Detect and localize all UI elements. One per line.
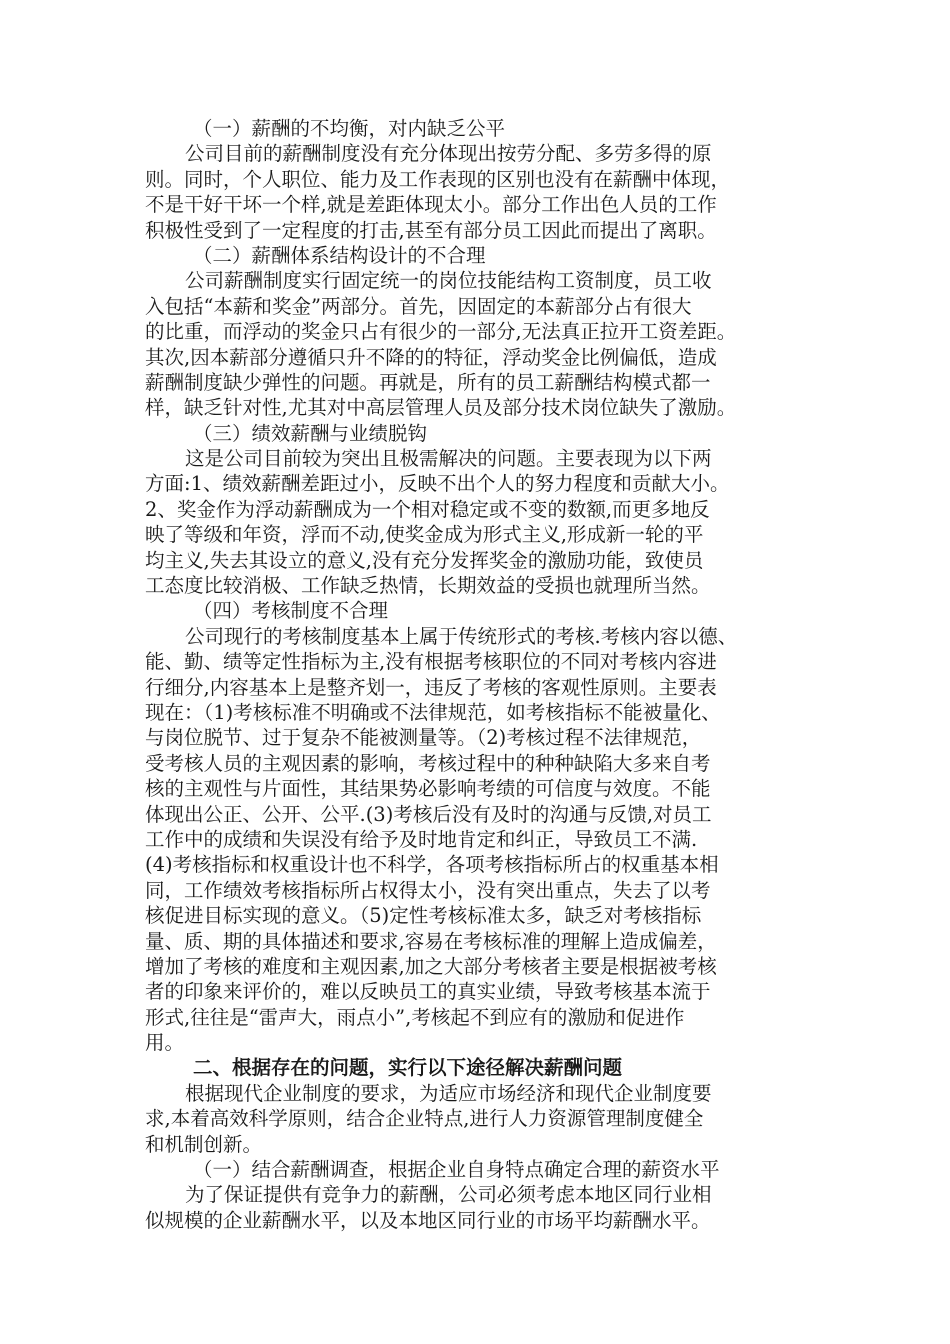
section-heading: （一）薪酬的不均衡，对内缺乏公平 <box>193 117 506 140</box>
paragraph-line: 的比重，而浮动的奖金只占有很少的一部分,无法真正拉开工资差距。 <box>145 320 737 344</box>
section-heading: （三）绩效薪酬与业绩脱钩 <box>193 421 428 445</box>
paragraph-line: 形式,往往是“雷声大，雨点小”,考核起不到应有的激励和促进作 <box>145 1005 685 1029</box>
paragraph-line: 映了等级和年资，浮而不动,使奖金成为形式主义,形成新一轮的平 <box>145 523 704 547</box>
paragraph-line: 工态度比较消极、工作缺乏热情，长期效益的受损也就理所当然。 <box>145 574 711 598</box>
paragraph-line: 则。同时，个人职位、能力及工作表现的区别也没有在薪酬中体现， <box>145 167 731 191</box>
paragraph-line: 体现出公正、公开、公平.(3)考核后没有及时的沟通与反馈,对员工 <box>145 802 712 826</box>
paragraph-first-line: 公司薪酬制度实行固定统一的岗位技能结构工资制度，员工收 <box>185 269 712 293</box>
paragraph-line: 同，工作绩效考核指标所占权得太小，没有突出重点，失去了以考 <box>145 878 711 902</box>
paragraph-first-line: 根据现代企业制度的要求，为适应市场经济和现代企业制度要 <box>185 1081 712 1105</box>
paragraph-line: 现在：（1)考核标准不明确或不法律规范，如考核指标不能被量化、 <box>145 700 721 724</box>
paragraph-line: 入包括“本薪和奖金”两部分。首先，因固定的本薪部分占有很大 <box>145 294 692 318</box>
paragraph-line: 样，缺乏针对性,尤其对中高层管理人员及部分技术岗位缺失了激励。 <box>145 396 737 420</box>
paragraph-line: 方面:1、绩效薪酬差距过小，反映不出个人的努力程度和贡献大小。 <box>145 472 730 496</box>
paragraph-line: 受考核人员的主观因素的影响，考核过程中的种种缺陷大多来自考 <box>145 751 711 775</box>
section-heading: （四）考核制度不合理 <box>193 599 389 623</box>
paragraph-line: 均主义,失去其设立的意义,没有充分发挥奖金的激励功能，致使员 <box>145 548 704 572</box>
paragraph-first-line: 公司目前的薪酬制度没有充分体现出按劳分配、多劳多得的原 <box>185 142 712 166</box>
paragraph-line: 增加了考核的难度和主观因素,加之大部分考核者主要是根据被考核 <box>145 954 717 978</box>
paragraph-line: 核促进目标实现的意义。（5)定性考核标准太多，缺乏对考核指标 <box>145 904 702 928</box>
chapter-heading: 二、根据存在的问题，实行以下途径解决薪酬问题 <box>193 1056 623 1080</box>
paragraph-line: 核的主观性与片面性，其结果势必影响考绩的可信度与效度。不能 <box>145 777 711 801</box>
paragraph-first-line: 这是公司目前较为突出且极需解决的问题。主要表现为以下两 <box>185 447 712 471</box>
paragraph-first-line: 为了保证提供有竞争力的薪酬，公司必须考虑本地区同行业相 <box>185 1183 712 1207</box>
paragraph-first-line: 公司现行的考核制度基本上属于传统形式的考核.考核内容以德、 <box>185 624 738 648</box>
paragraph-line: 与岗位脱节、过于复杂不能被测量等。（2)考核过程不法律规范， <box>145 726 702 750</box>
document-body <box>145 116 825 1233</box>
paragraph-line: (4)考核指标和权重设计也不科学，各项考核指标所占的权重基本相 <box>145 853 719 877</box>
paragraph-line: 工作中的成绩和失误没有给予及时地肯定和纠正，导致员工不满. <box>145 827 698 851</box>
paragraph-line: 薪酬制度缺少弹性的问题。再就是，所有的员工薪酬结构模式都一 <box>145 370 711 394</box>
paragraph-line: 求,本着高效科学原则，结合企业特点,进行人力资源管理制度健全 <box>145 1107 704 1131</box>
section-heading: （一）结合薪酬调查，根据企业自身特点确定合理的薪资水平 <box>193 1158 720 1182</box>
paragraph-line: 其次,因本薪部分遵循只升不降的的特征，浮动奖金比例偏低，造成 <box>145 345 717 369</box>
paragraph-line: 和机制创新。 <box>145 1132 263 1156</box>
paragraph-line: 能、勤、绩等定性指标为主,没有根据考核职位的不同对考核内容进 <box>145 650 717 674</box>
paragraph-line: 积极性受到了一定程度的打击,甚至有部分员工因此而提出了离职。 <box>145 218 717 242</box>
paragraph-line: 者的印象来评价的，难以反映员工的真实业绩，导致考核基本流于 <box>145 980 711 1004</box>
paragraph-line: 用。 <box>145 1031 185 1055</box>
paragraph-line: 似规模的企业薪酬水平，以及本地区同行业的市场平均薪酬水平。 <box>145 1208 711 1232</box>
paragraph-line: 行细分,内容基本上是整齐划一，违反了考核的客观性原则。主要表 <box>145 675 717 699</box>
section-heading: （二）薪酬体系结构设计的不合理 <box>193 243 486 267</box>
paragraph-line: 2、奖金作为浮动薪酬成为一个相对稳定或不变的数额,而更多地反 <box>145 497 710 521</box>
paragraph-line: 不是干好干坏一个样,就是差距体现太小。部分工作出色人员的工作 <box>145 193 717 217</box>
paragraph-line: 量、质、期的具体描述和要求,容易在考核标准的理解上造成偏差， <box>145 929 717 953</box>
